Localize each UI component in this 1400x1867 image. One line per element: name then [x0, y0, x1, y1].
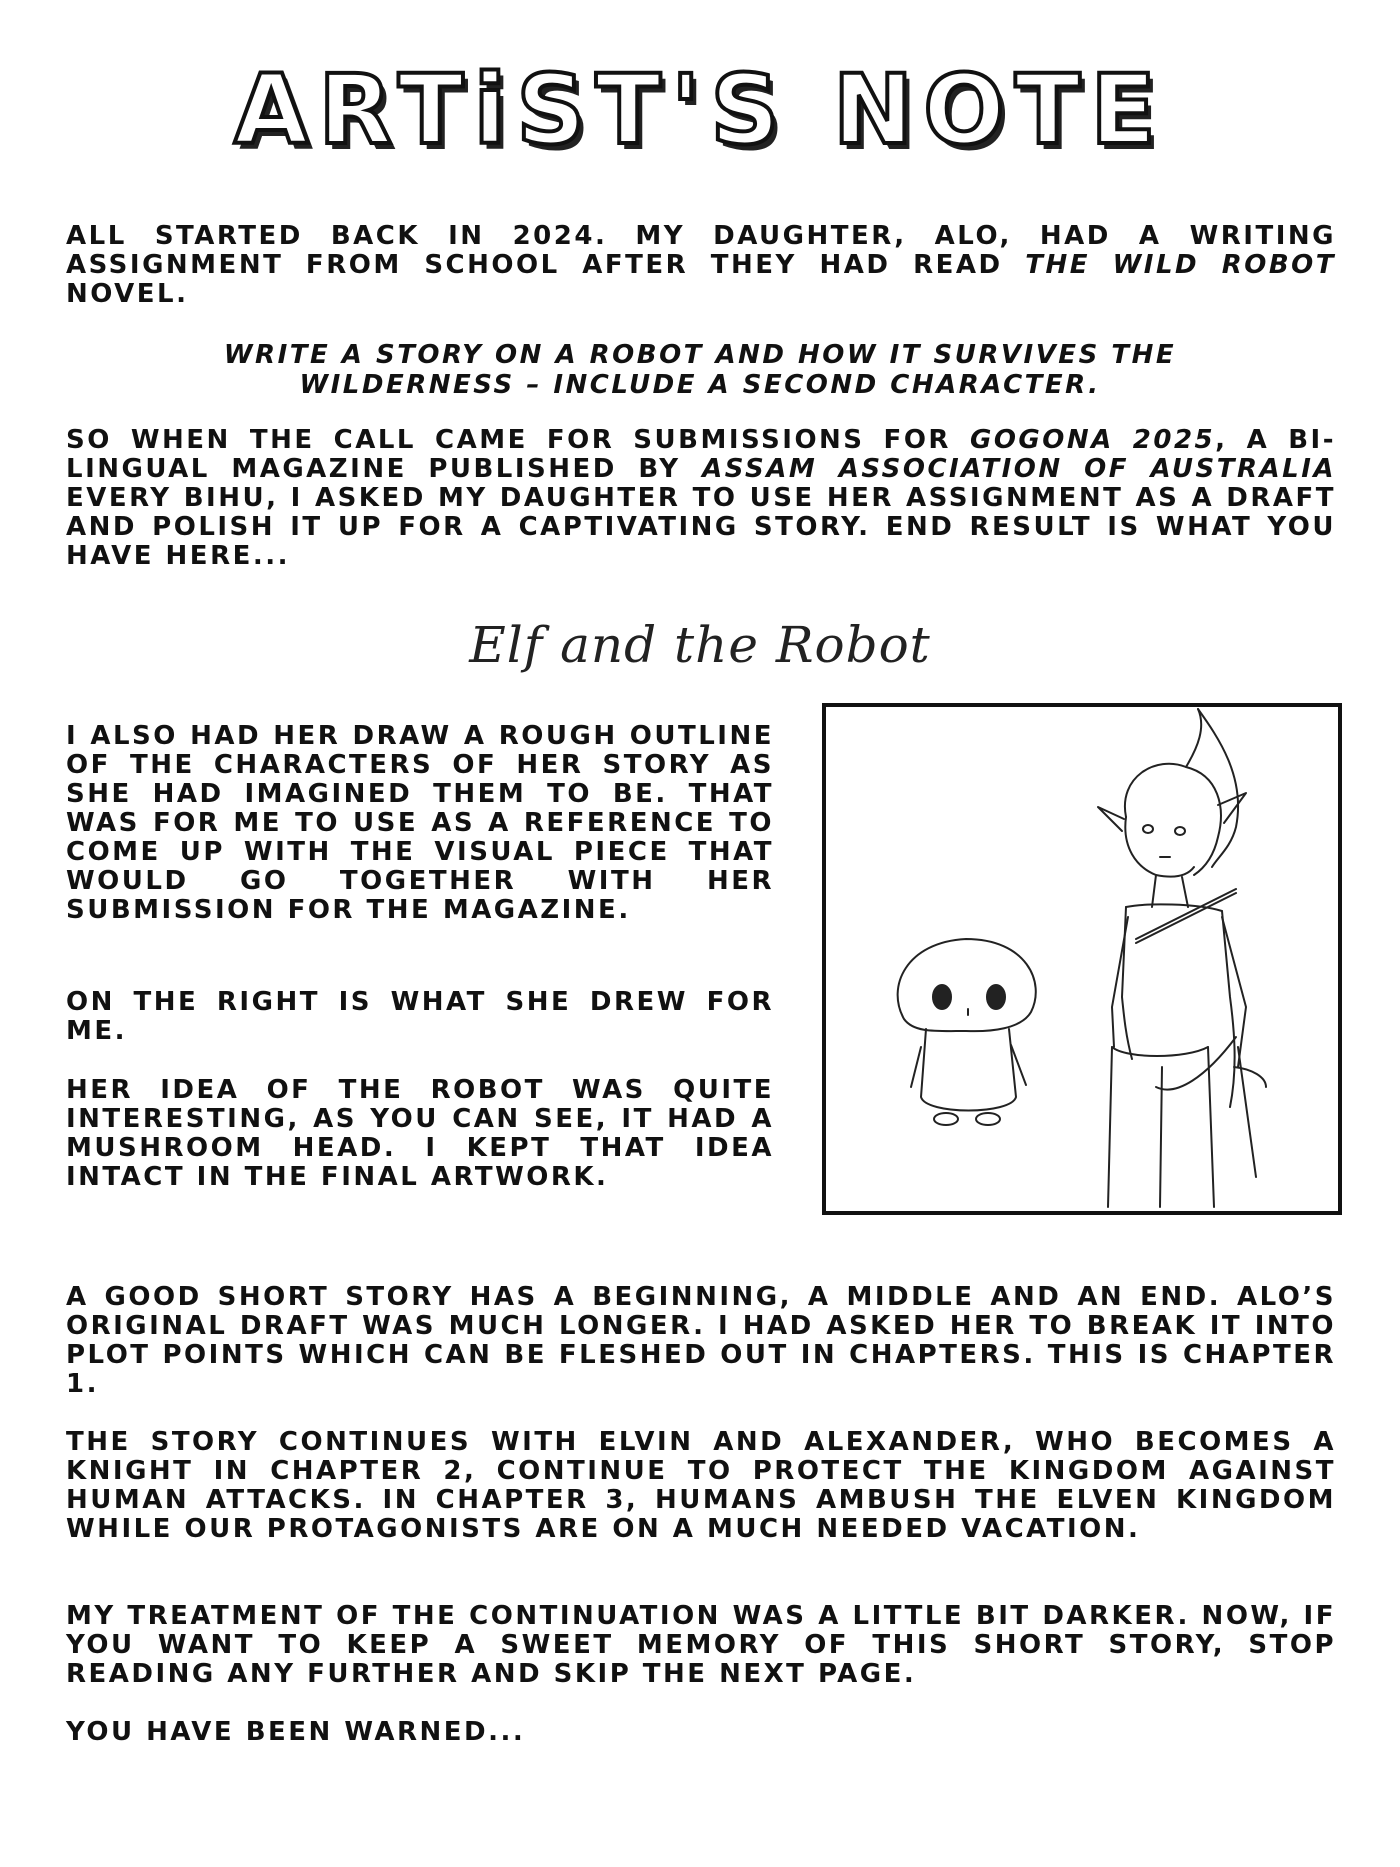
story-title: Elf and the Robot [469, 616, 931, 674]
submission-text-1: SO WHEN THE CALL CAME FOR SUBMISSIONS FOR [66, 425, 970, 455]
book-title: THE WILD ROBOT [1025, 250, 1337, 280]
submission-text-3: EVERY BIHU, I ASKED MY DAUGHTER TO USE HER ASSIGNMENT AS A DRAFT AND POLISH IT UP FOR A CAPTIVATING STORY. END RESULT IS WHAT YOU HAVE HERE... [66, 483, 1336, 571]
body-paragraph-2: THE STORY CONTINUES WITH ELVIN AND ALEXANDER, WHO BECOMES A KNIGHT IN CHAPTER 2, CONTINUE TO PROTECT THE KINGDOM AGAINST HUMAN ATTACKS. IN CHAPTER 3, HUMANS AMBUSH THE ELVEN KINGDOM WHILE OUR PROTAGONISTS ARE ON A MUCH NEEDED VACATION. [66, 1427, 1336, 1544]
magazine-name: GOGONA 2025 [969, 425, 1216, 455]
body-paragraph-1: A GOOD SHORT STORY HAS A BEGINNING, A MIDDLE AND AN END. ALO’S ORIGINAL DRAFT WAS MUCH LONGER. I HAD ASKED HER TO BREAK IT INTO PLOT POINTS WHICH CAN BE FLESHED OUT IN CHAPTERS. THIS IS CHAPTER 1. [66, 1282, 1336, 1399]
character-sketch [826, 707, 1338, 1211]
association-name: ASSAM ASSOCIATION OF AUSTRALIA [702, 454, 1336, 484]
mushroom-robot-sketch [898, 939, 1036, 1125]
body-paragraph-4: YOU HAVE BEEN WARNED... [66, 1717, 526, 1747]
elf-girl-sketch [1098, 709, 1266, 1207]
intro-text-2: NOVEL. [66, 279, 189, 309]
assignment-quote: WRITE A STORY ON A ROBOT AND HOW IT SURVIVES THE WILDERNESS – INCLUDE A SECOND CHARACTER. [223, 340, 1177, 400]
left-paragraph-3: HER IDEA OF THE ROBOT WAS QUITE INTERESTING, AS YOU CAN SEE, IT HAD A MUSHROOM HEAD. I KEPT THAT IDEA INTACT IN THE FINAL ARTWORK. [66, 1075, 774, 1192]
left-paragraph-2: ON THE RIGHT IS WHAT SHE DREW FOR ME. [66, 987, 774, 1046]
intro-text-1: ALL STARTED BACK IN 2024. MY DAUGHTER, ALO, HAD A WRITING ASSIGNMENT FROM SCHOOL AFTER THEY HAD READ [66, 221, 1336, 280]
submission-text-2: , A BI-LINGUAL MAGAZINE PUBLISHED BY [66, 425, 1336, 484]
intro-paragraph [66, 222, 1336, 309]
page-title: ARTiST'S NOTE [234, 54, 1166, 166]
submission-paragraph [66, 426, 1336, 571]
left-paragraph-1: I ALSO HAD HER DRAW A ROUGH OUTLINE OF THE CHARACTERS OF HER STORY AS SHE HAD IMAGINED THEM TO BE. THAT WAS FOR ME TO USE AS A REFERENCE TO COME UP WITH THE VISUAL PIECE THAT WOULD GO TOGETHER WITH HER SUBMISSION FOR THE MAGAZINE. [66, 721, 774, 925]
body-paragraph-3: MY TREATMENT OF THE CONTINUATION WAS A LITTLE BIT DARKER. NOW, IF YOU WANT TO KEEP A SWEET MEMORY OF THIS SHORT STORY, STOP READING ANY FURTHER AND SKIP THE NEXT PAGE. [66, 1601, 1336, 1689]
sketch-frame [822, 703, 1342, 1215]
